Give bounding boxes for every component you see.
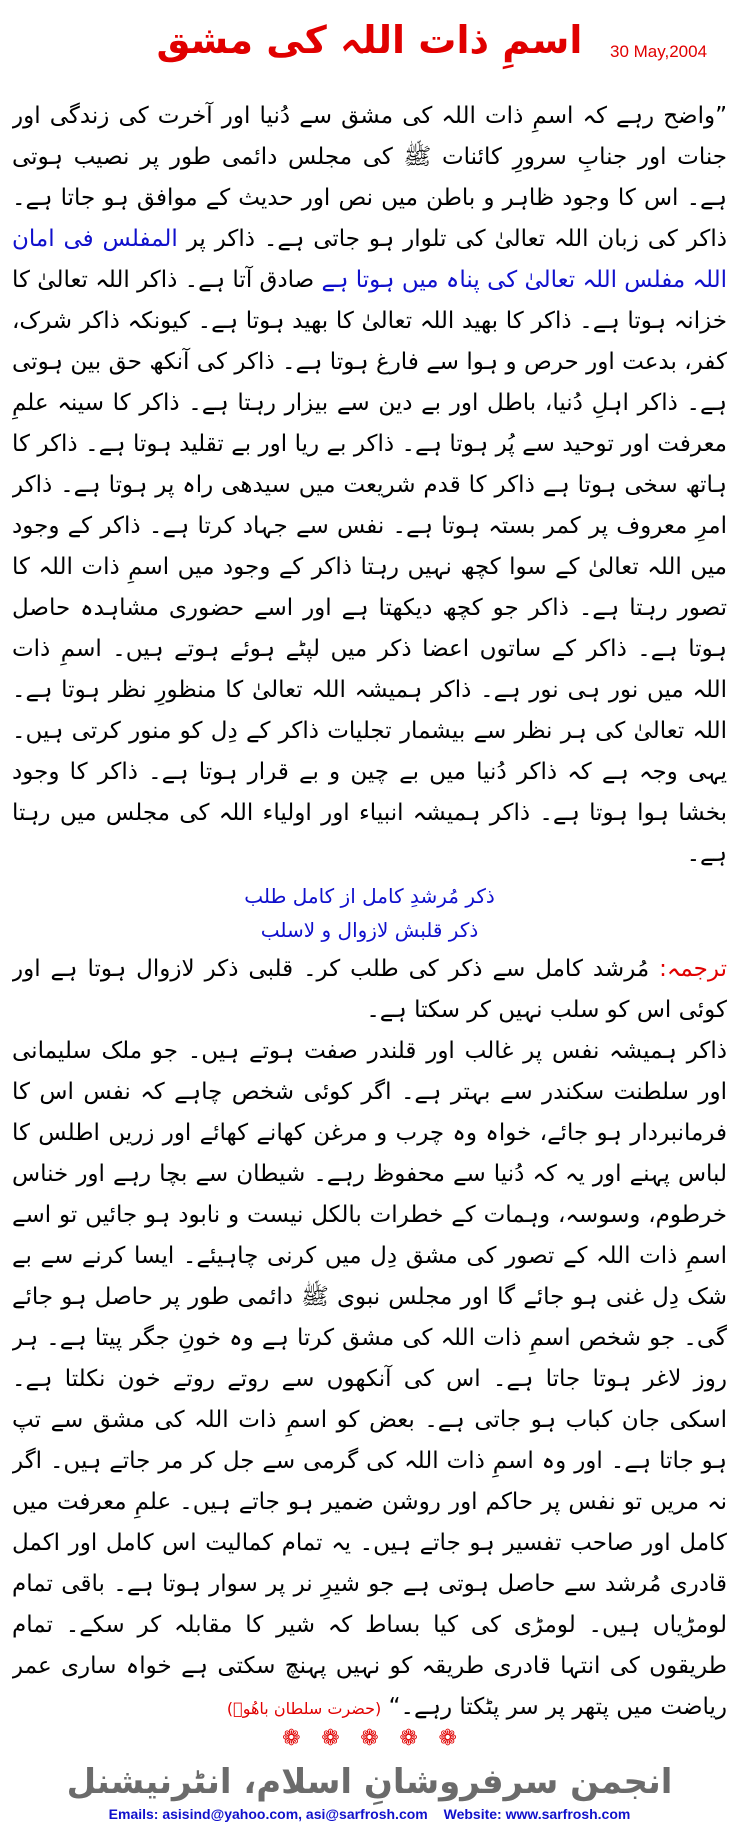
persian-verse [12,879,727,947]
website-link[interactable]: Website: www.sarfrosh.com [443,1806,631,1822]
verse-line-1: ذکر مُرشدِ کامل از کامل طلب [244,884,495,908]
rosette-icon: ❁ [399,1726,418,1751]
email-links[interactable]: Emails: asisind@yahoo.com, asi@sarfrosh.com [108,1806,428,1822]
body-paragraph [12,1031,727,1721]
body-text: ذاکر ہمیشہ نفس پر غالب اور قلندر صفت ہوتے ہیں۔ جو ملک سلیمانی اور سلطنت سکندر سے بہتر ہے۔ اگر کوئی شخص چاہے کہ نفس اس کا فرمانبردار ہو جائے، خواہ وہ چرب و مرغن کھانے کھائے اور زریں اطلس کا لباس پہنے اور یہ کہ دُنیا سے محفوظ رہے۔ شیطان سے بچا رہے اور خناس خرطوم، وسوسہ، وہمات کے خطرات بالکل نیست و نابود ہو جائیں تو اسے اسمِ ذات اللہ کے تصور کی مشق دِل میں کرنی چاہیئے۔ ایسا کرنے سے بے شک دِل غنی ہو جائے گا اور مجلس نبوی ﷺ دائمی طور پر حاصل ہو جائے گی۔ جو شخص اسمِ ذات اللہ کی مشق کرتا ہے وہ خونِ جگر پیتا ہے۔ ہر روز لاغر ہوتا جاتا ہے۔ اس کی آنکھوں سے روتے روتے خون نکلتا ہے۔ اسکی جان کباب ہو جاتی ہے۔ بعض کو اسمِ ذات اللہ کی مشق سے تپ ہو جاتا ہے۔ اور وہ اسمِ ذات اللہ کی گرمی سے جل کر مر جاتے ہیں۔ اگر نہ مریں تو نفس پر حاکم اور روشن ضمیر ہو جاتے ہیں۔ علمِ معرفت میں کامل اور صاحب تفسیر ہو جاتے ہیں۔ یہ تمام کمالیت اس کامل اور اکمل قادری مُرشد سے حاصل ہوتی ہے جو شیرِ نر پر سوار ہوتا ہے۔ باقی تمام لومڑیاں ہیں۔ لومڑی کی کیا بساط کہ شیر کا مقابلہ کر سکے۔ تمام طریقوں کی انتہا قادری طریقہ کو نہیں پہنچ سکتی ہے خواہ ساری عمر ریاضت میں پتھر پر سر پٹکتا رہے۔“ [12,1038,727,1720]
attribution: (حضرت سلطان باھُوؒ) [226,1699,382,1718]
main-text: صادق آتا ہے۔ ذاکر اللہ تعالیٰ کا خزانہ ہوتا ہے۔ ذاکر کا بھید اللہ تعالیٰ کا بھید ہوتا ہے۔ کیونکہ ذاکر شرک، کفر، بدعت اور حرص و ہوا سے فارغ ہوتا ہے۔ ذاکر کی آنکھ حق بین ہوتی ہے۔ ذاکر اہلِ دُنیا، باطل اور بے دین سے بیزار رہتا ہے۔ ذاکر کا سینہ علمِ معرفت اور توحید سے پُر ہوتا ہے۔ ذاکر بے ریا اور بے تقلید ہوتا ہے۔ ذاکر کا ہاتھ سخی ہوتا ہے ذاکر کا قدم شریعت میں سیدھی راہ پر ہوتا ہے۔ ذاکر امرِ معروف پر کمر بستہ ہوتا ہے۔ نفس سے جہاد کرتا ہے۔ ذاکر کے وجود میں اللہ تعالیٰ کے سوا کچھ نہیں رہتا ذاکر کے وجود میں اسمِ ذات اللہ کا تصور رہتا ہے۔ ذاکر جو کچھ دیکھتا ہے اور اسے حضوری مشاہدہ حاصل ہوتا ہے۔ ذاکر کے ساتوں اعضا ذکر میں لپٹے ہوئے ہوتے ہیں۔ اسمِ ذات اللہ میں نور ہی نور ہے۔ ذاکر ہمیشہ اللہ تعالیٰ کا منظورِ نظر ہوتا ہے۔ اللہ تعالیٰ کی ہر نظر سے بیشمار تجلیات ذاکر کے دِل کو منور کرتی ہیں۔ یہی وجہ ہے کہ ذاکر دُنیا میں بے چین و بے قرار ہوتا ہے۔ ذاکر کا وجود بخشا ہوا ہوتا ہے۔ ذاکر ہمیشہ انبیاء اور اولیاء اللہ کی مجلس میں رہتا ہے۔ [12,267,727,867]
ornament-row [0,1726,739,1760]
rosette-icon: ❁ [282,1726,301,1751]
rosette-icon: ❁ [360,1726,379,1751]
publish-date: 30 May,2004 [610,42,708,61]
translation-text: مُرشد کامل سے ذکر کی طلب کر۔ قلبی ذکر لازوال ہوتا ہے اور کوئی اس کو سلب نہیں کر سکتا ہے۔ [12,956,727,1023]
page-header [0,0,739,95]
rosette-icon: ❁ [438,1726,457,1751]
page-title: اسمِ ذات اللہ کی مشق [156,18,583,62]
contact-line [0,1806,739,1822]
main-paragraph [12,96,727,875]
quoted-phrase: المفلس فی امان اللہ مفلس اللہ تعالیٰ کی پناہ میں ہوتا ہے [12,226,727,293]
translation-label: ترجمہ: [659,956,727,982]
article-body [12,96,727,1721]
translation-paragraph [12,949,727,1031]
rosette-icon: ❁ [321,1726,340,1751]
verse-line-2: ذکر قلبش لازوال و لاسلب [260,918,479,942]
organization-name: انجمن سرفروشانِ اسلام، انٹرنیشنل [66,1762,673,1802]
page-footer [0,1762,739,1824]
intro-text: ”واضح رہے کہ اسمِ ذات اللہ کی مشق سے دُنیا اور آخرت کی زندگی اور جنات اور جنابِ سرورِ کائنات ﷺ کی مجلس دائمی طور پر نصیب ہوتی ہے۔ اس کا وجود ظاہر و باطن میں نص اور حدیث کے موافق ہو جاتا ہے۔ ذاکر کی زبان اللہ تعالیٰ کی تلوار ہو جاتی ہے۔ ذاکر پر [12,103,727,252]
